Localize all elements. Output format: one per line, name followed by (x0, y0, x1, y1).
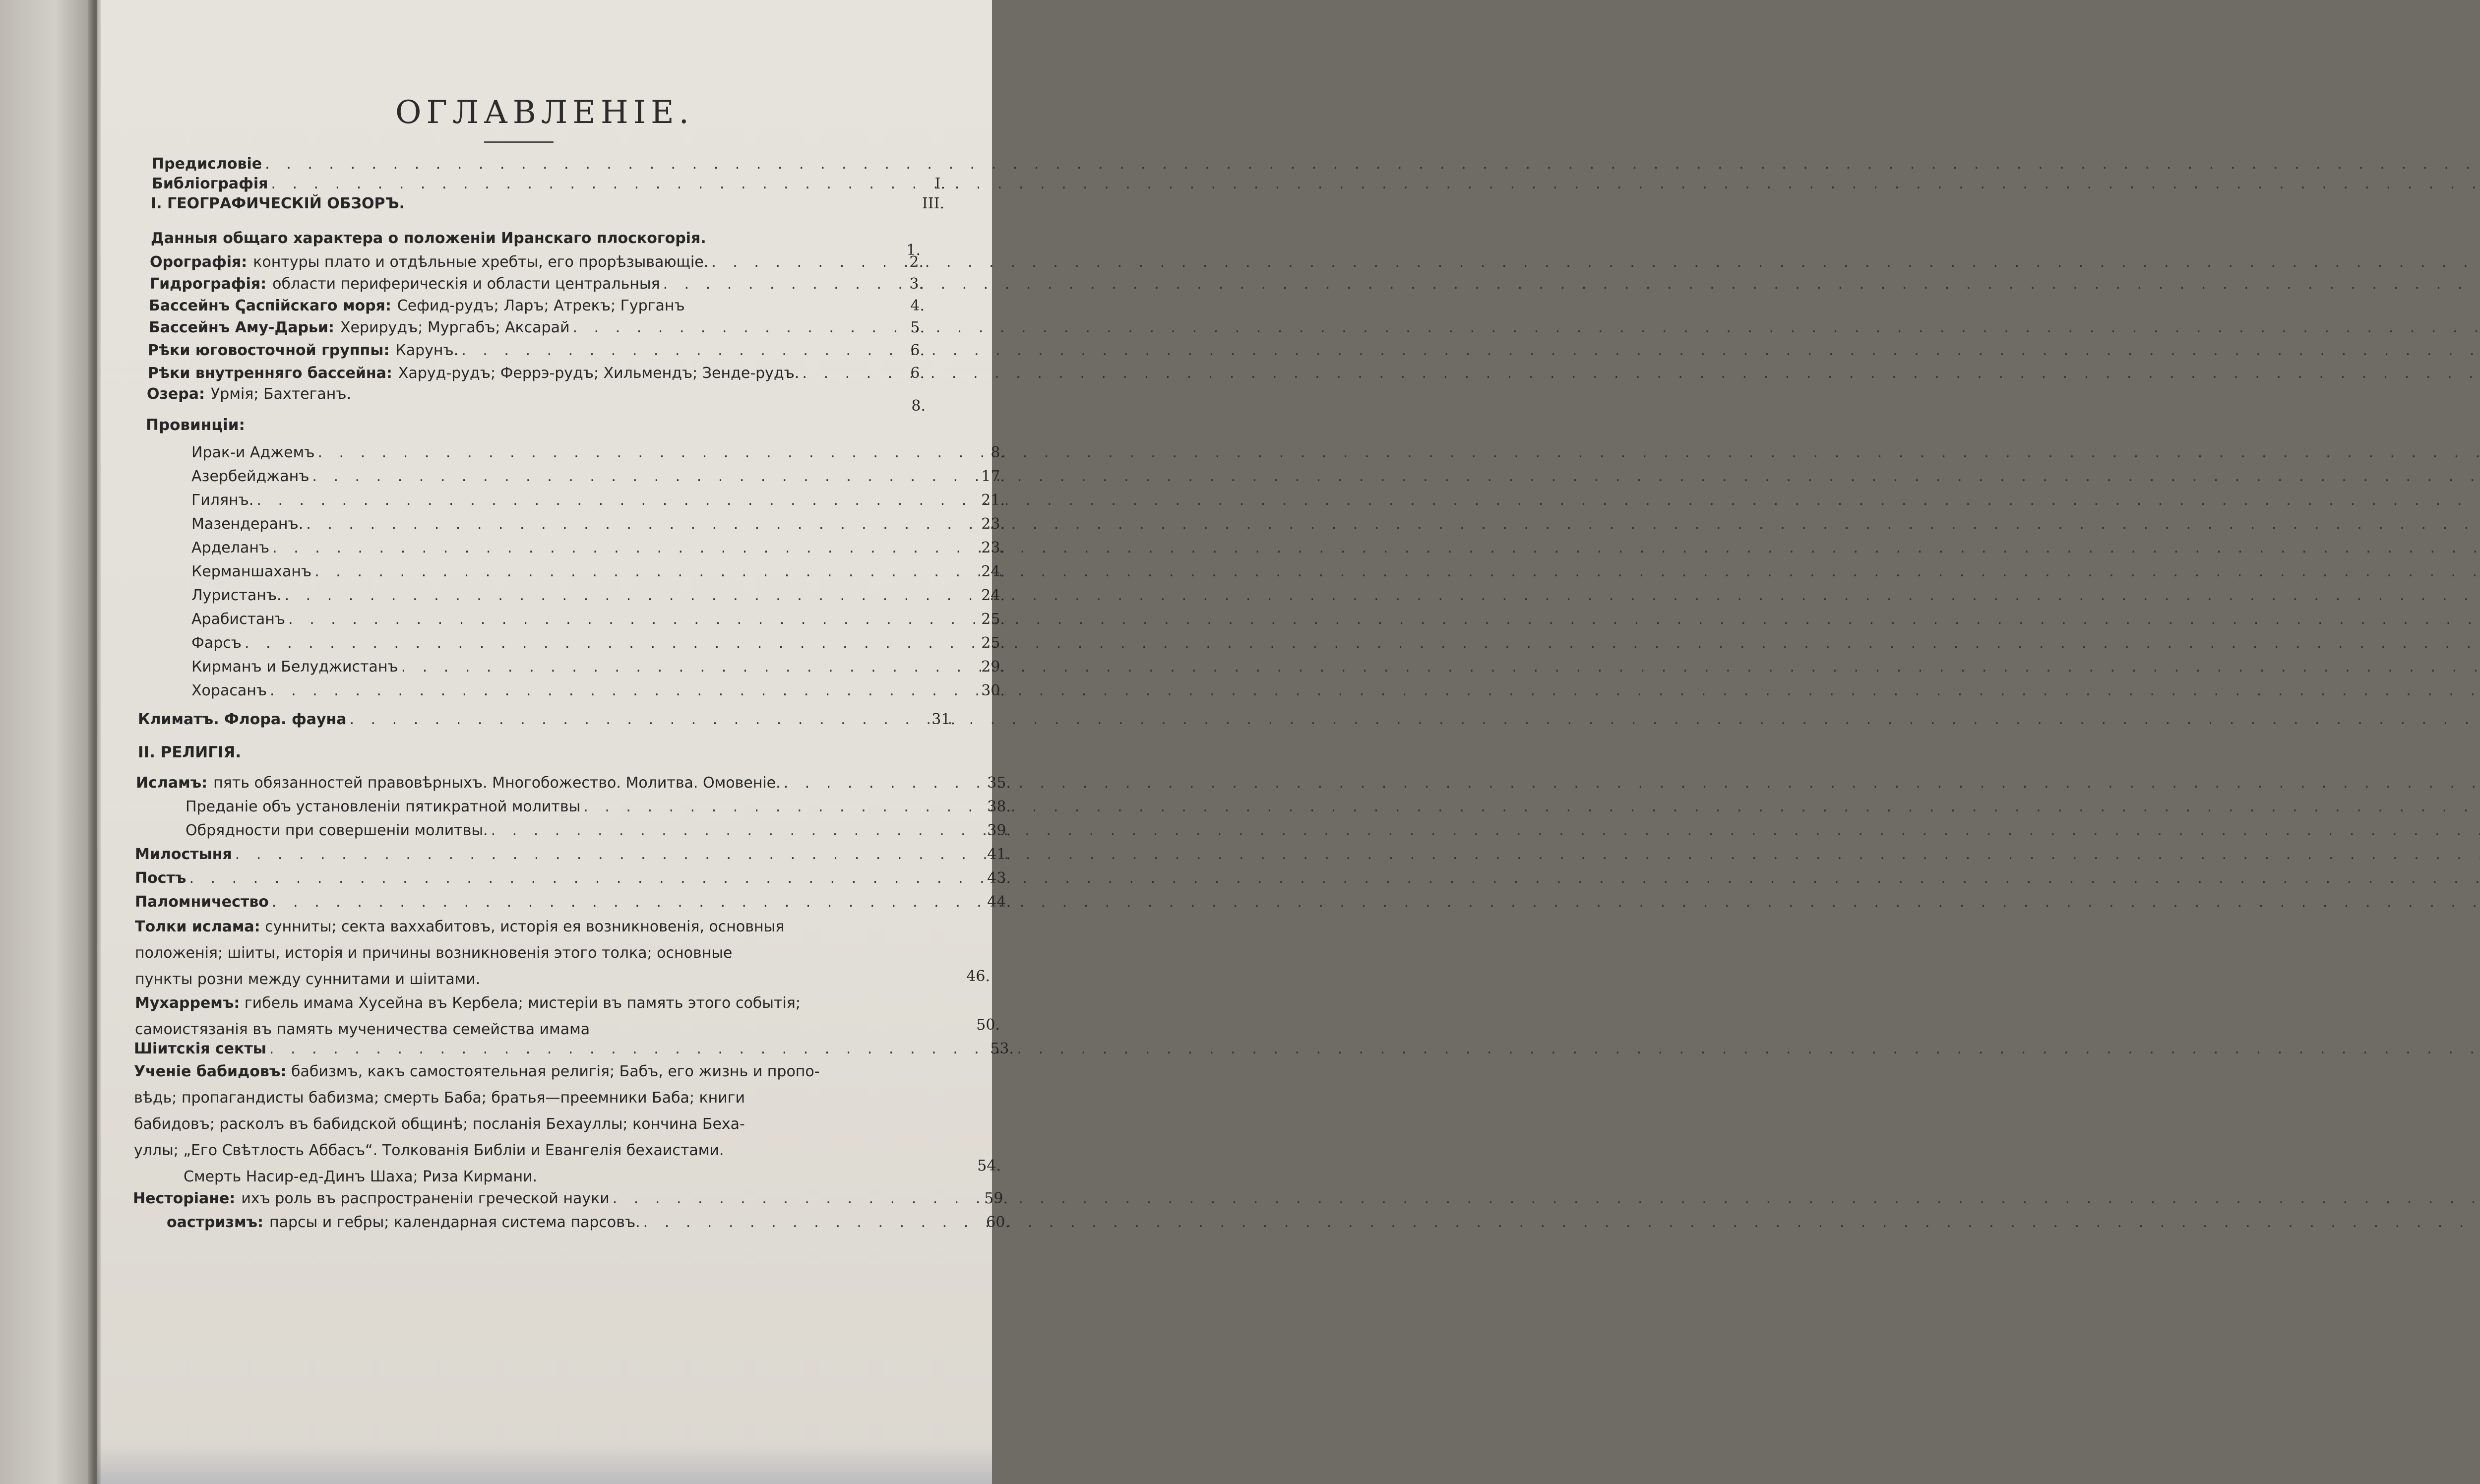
toc-label: Предисловіе (152, 155, 262, 173)
province-name: Гилянъ. (191, 492, 254, 509)
toc-entry-shiite-sects (134, 1038, 1014, 1060)
toc-entry-inner-basin (148, 362, 925, 385)
toc-text: положенія; шіиты, исторія и причины возникновенія этого толка; основные (135, 944, 733, 962)
toc-entry-southeast (148, 339, 925, 362)
toc-page: III. (922, 195, 944, 212)
leader-dots (272, 891, 978, 914)
leader-dots (349, 708, 923, 731)
toc-page: 50. (976, 1016, 1000, 1034)
province-name: Фарсъ (191, 634, 242, 652)
toc-page: 8. (911, 397, 926, 415)
leader-dots (663, 273, 891, 296)
toc-page: 39. (987, 822, 1011, 839)
toc-page: 25. (981, 611, 1005, 628)
toc-page: 23. (981, 539, 1005, 556)
toc-page: 24. (981, 563, 1005, 580)
toc-page: 54. (977, 1157, 1001, 1175)
toc-label: Озера: (147, 385, 205, 403)
toc-label: Исламъ: (136, 774, 208, 792)
toc-page: I. (934, 175, 945, 192)
toc-page: 23. (981, 515, 1005, 533)
toc-label: Несторіане: (133, 1190, 236, 1207)
leader-dots (235, 843, 978, 866)
toc-page: 59. (984, 1190, 1008, 1207)
toc-entry-amudarya (149, 316, 925, 339)
province-name: Луристанъ. (191, 587, 282, 604)
toc-entry-tradition (186, 796, 1011, 818)
leader-dots (256, 489, 972, 512)
province-entry (191, 584, 1005, 607)
leader-dots (245, 632, 972, 655)
toc-text: пункты розни между суннитами и шіитами. (135, 971, 481, 988)
section-2-heading: II. РЕЛИГІЯ. (138, 743, 242, 761)
province-name: Керманшаханъ (191, 563, 312, 580)
toc-page: 8. (991, 444, 1005, 461)
leader-dots (189, 867, 978, 890)
toc-entry-sects (135, 914, 784, 992)
toc-page: 5. (910, 319, 925, 336)
toc-page: 43. (987, 869, 1011, 887)
province-entry (191, 656, 1005, 679)
leader-dots (711, 251, 891, 274)
left-page-edge (0, 0, 99, 1484)
toc-label: Бассейнъ Ҁаспійскаго моря: (149, 297, 391, 314)
book-page (97, 0, 1014, 1484)
toc-page: 17. (981, 468, 1005, 485)
toc-entry-rites (186, 819, 1011, 842)
toc-page: 3. (909, 275, 924, 293)
toc-label: Толки ислама: (135, 918, 260, 935)
toc-page: 41. (987, 846, 1011, 863)
province-name: Арабистанъ (191, 611, 286, 628)
toc-page: 6. (910, 365, 925, 382)
leader-dots (461, 339, 892, 362)
toc-entry-pilgrimage (135, 891, 1011, 914)
toc-text: Харуд-рудъ; Феррэ-рудъ; Хильмендъ; Зенде-рудъ. (398, 365, 800, 382)
leader-dots (491, 819, 978, 842)
toc-entry-babids (134, 1058, 820, 1190)
toc-entry-alms (135, 843, 1011, 866)
toc-page: 35. (987, 774, 1011, 792)
toc-entry-muharram (135, 990, 801, 1043)
toc-entry-hydrography (150, 273, 924, 296)
toc-text: области периферическія и области центральныя (272, 275, 660, 293)
toc-page: 53. (990, 1040, 1014, 1057)
leader-dots (269, 1038, 981, 1060)
toc-page: 21. (981, 492, 1005, 509)
leader-dots (285, 584, 972, 607)
toc-entry-zoroastrism (167, 1211, 1010, 1234)
toc-page: 60. (986, 1214, 1010, 1231)
leader-dots (572, 316, 892, 339)
province-name: Ирак-и Аджемъ (191, 444, 315, 461)
province-entry (191, 513, 1005, 536)
province-entry (191, 465, 1005, 488)
toc-entry-lakes (147, 383, 841, 406)
province-name: Мазендеранъ. (191, 515, 304, 533)
leader-dots (272, 537, 972, 559)
provinces-heading: Провинціи: (146, 416, 245, 434)
leader-dots (401, 656, 972, 679)
province-entry (191, 441, 1005, 464)
toc-text: Херирудъ; Мургабъ; Аксарай (340, 319, 570, 336)
toc-page: 1. (906, 242, 921, 259)
leader-dots (583, 796, 978, 818)
toc-label: Шіитскія секты (134, 1040, 266, 1057)
toc-text: самоистязанія въ память мученичества семейства имама (135, 1021, 590, 1038)
page-title: ОГЛАВЛЕНІЕ. (395, 94, 694, 131)
leader-dots (306, 513, 972, 536)
leader-dots (613, 1187, 975, 1210)
toc-text: ихъ роль въ распространеніи греческой науки (241, 1190, 610, 1207)
leader-dots (317, 441, 972, 464)
province-entry (191, 680, 1005, 702)
toc-text: контуры плато и отдѣльные хребты, его прорѣзывающіе. (253, 253, 709, 271)
table-of-contents (97, 0, 1014, 1484)
book-gutter (88, 0, 101, 1484)
toc-page: 29. (981, 658, 1005, 676)
toc-page: 24. (981, 587, 1005, 604)
toc-page: 44. (987, 893, 1011, 911)
toc-label: Рѣки внутренняго бассейна: (148, 365, 392, 382)
toc-label: Рѣки юговосточной группы: (148, 342, 390, 359)
toc-entry-nestorians (133, 1187, 1008, 1210)
toc-page: 46. (966, 968, 990, 985)
leader-dots (270, 680, 972, 702)
toc-text: бабидовъ; расколъ въ бабидской общинѣ; посланія Бехауллы; кончина Беха- (134, 1115, 745, 1133)
toc-entry-orography (150, 251, 924, 274)
toc-entry-caspian (149, 295, 925, 317)
toc-page: 31. (931, 711, 955, 728)
leader-dots (312, 465, 972, 488)
toc-text: Смерть Насир-ед-Динъ Шаха; Риза Кирмани. (184, 1168, 538, 1185)
toc-label: Постъ (135, 869, 186, 887)
province-name: Хорасанъ (191, 682, 267, 699)
toc-text: сунниты; секта ваххабитовъ, исторія ея возникновенія, основныя (265, 918, 785, 935)
leader-dots (314, 560, 972, 583)
toc-label: Ученіе бабидовъ: (134, 1063, 287, 1080)
toc-page: 30. (981, 682, 1005, 699)
toc-page: 25. (981, 634, 1005, 652)
toc-text: Обрядности при совершеніи молитвы. (186, 822, 488, 839)
toc-entry-general (151, 227, 934, 250)
toc-entry-section-1 (151, 192, 944, 215)
toc-entry-islam (136, 772, 1011, 795)
toc-text: Карунъ. (395, 342, 459, 359)
province-entry (191, 489, 1005, 512)
page-shadow (97, 1444, 992, 1484)
toc-page: 2. (909, 253, 924, 271)
section-heading: I. ГЕОГРАФИЧЕСКІЙ ОБЗОРЪ. (151, 195, 405, 212)
leader-dots (802, 362, 892, 385)
toc-page: 38. (987, 798, 1011, 815)
province-name: Азербейджанъ (191, 468, 310, 485)
toc-label: Библіографія (152, 175, 268, 192)
toc-text: пять обязанностей правовѣрныхъ. Многобожество. Молитва. Омовеніе. (213, 774, 781, 792)
toc-label: Милостыня (135, 846, 232, 863)
toc-entry-fast (135, 867, 1011, 890)
toc-text: Урмія; Бахтеганъ. (211, 385, 352, 403)
province-name: Арделанъ (191, 539, 270, 556)
province-name: Кирманъ и Белуджистанъ (191, 658, 398, 676)
toc-label: Орографія: (150, 253, 248, 271)
province-entry (191, 537, 1005, 559)
toc-text: Преданіе объ установленіи пятикратной молитвы (186, 798, 581, 815)
toc-text: бабизмъ, какъ самостоятельная религія; Бабъ, его жизнь и пропо- (291, 1063, 820, 1080)
toc-text: парсы и гебры; календарная система парсовъ. (269, 1214, 640, 1231)
leader-dots (643, 1211, 977, 1234)
province-entry (191, 632, 1005, 655)
toc-label: Мухарремъ: (135, 994, 240, 1012)
toc-label: оастризмъ: (167, 1214, 264, 1231)
toc-text: Данныя общаго характера о положеніи Иранскаго плоскогорія. (151, 230, 706, 247)
province-entry (191, 560, 1005, 583)
toc-entry-climate (138, 708, 955, 731)
toc-text: Сефид-рудъ; Ларъ; Атрекъ; Гурганъ (397, 297, 685, 314)
toc-label: Гидрографія: (150, 275, 267, 293)
toc-text: гибель имама Хусейна въ Кербела; мистеріи въ память этого событія; (244, 994, 801, 1012)
toc-label: Паломничество (135, 893, 269, 911)
toc-page: 6. (910, 342, 925, 359)
leader-dots (288, 608, 972, 631)
toc-label: Бассейнъ Аму-Дарьи: (149, 319, 334, 336)
province-entry (191, 608, 1005, 631)
leader-dots (784, 772, 978, 795)
toc-label: Климатъ. Флора. фауна (138, 711, 347, 728)
toc-text: вѣдь; пропагандисты бабизма; смерть Баба; братья—преемники Баба; книги (134, 1089, 745, 1107)
toc-page: 4. (910, 297, 925, 314)
toc-text: уллы; „Его Свѣтлость Аббасъ“. Толкованія Библіи и Евангелія бехаистами. (134, 1142, 724, 1159)
